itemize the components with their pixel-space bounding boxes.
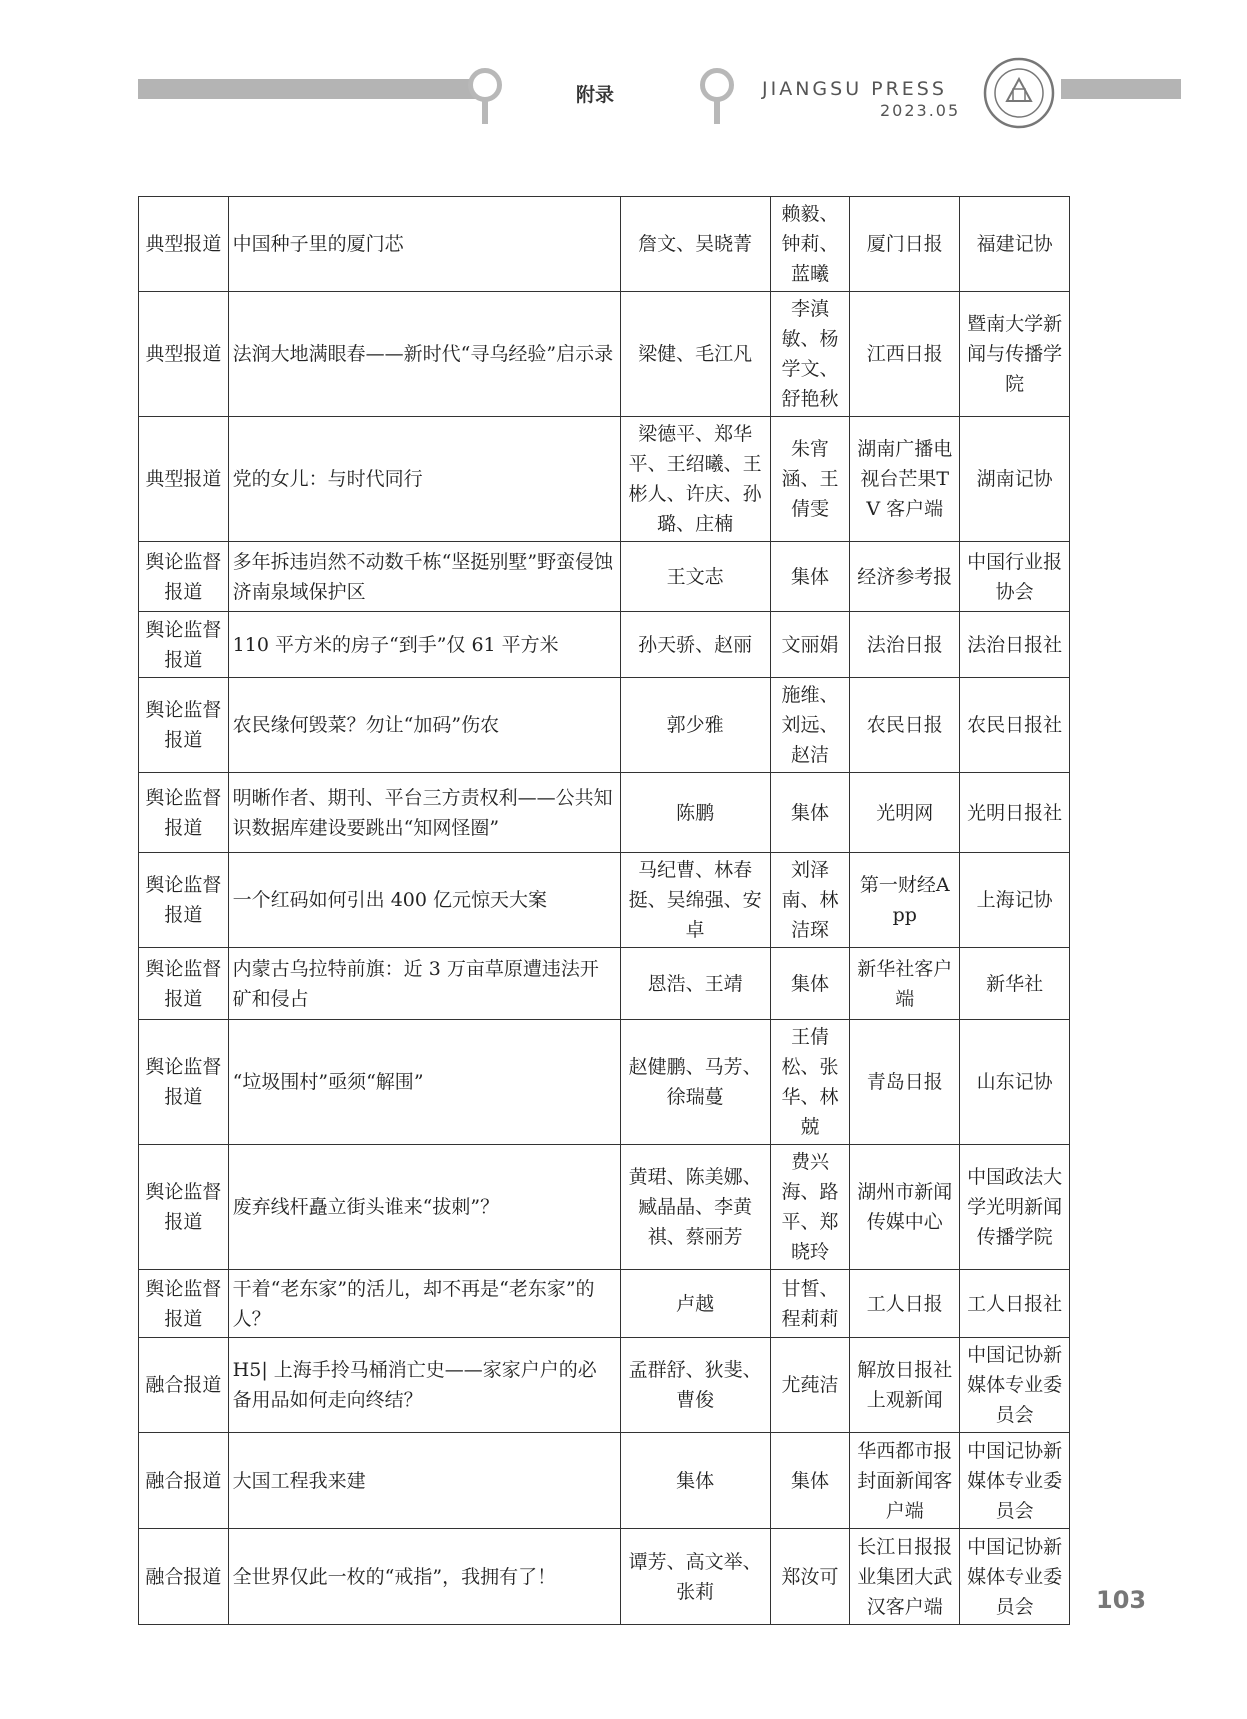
table-row [139, 1145, 1070, 1270]
table-row [139, 948, 1070, 1020]
editor-cell: 集体 [770, 1433, 850, 1529]
author-cell: 陈鹏 [620, 773, 770, 853]
title-cell: 废弃线杆矗立街头谁来“拔刺”？ [228, 1145, 620, 1270]
recommender-cell: 中国政法大学光明新闻传播学院 [960, 1145, 1070, 1270]
publisher-cell: 长江日报报业集团大武汉客户端 [850, 1529, 960, 1625]
table-row [139, 1020, 1070, 1145]
author-cell: 恩浩、王靖 [620, 948, 770, 1020]
editor-cell: 甘皙、程莉莉 [770, 1270, 850, 1338]
publisher-cell: 湖南广播电视台芒果TV 客户端 [850, 417, 960, 542]
author-cell: 黄珺、陈美娜、臧晶晶、李黄祺、蔡丽芳 [620, 1145, 770, 1270]
table-row [139, 417, 1070, 542]
publisher-cell: 法治日报 [850, 612, 960, 678]
publisher-cell: 青岛日报 [850, 1020, 960, 1145]
author-cell: 赵健鹏、马芳、徐瑞蔓 [620, 1020, 770, 1145]
editor-cell: 集体 [770, 773, 850, 853]
category-cell: 舆论监督报道 [139, 1270, 229, 1338]
table-row [139, 1529, 1070, 1625]
recommender-cell: 福建记协 [960, 197, 1070, 292]
issue-date: 2023.05 [880, 101, 961, 120]
author-cell: 梁健、毛江凡 [620, 292, 770, 417]
recommender-cell: 光明日报社 [960, 773, 1070, 853]
editor-cell: 文丽娟 [770, 612, 850, 678]
publisher-cell: 湖州市新闻传媒中心 [850, 1145, 960, 1270]
title-cell: “垃圾围村”亟须“解围” [228, 1020, 620, 1145]
title-cell: 党的女儿：与时代同行 [228, 417, 620, 542]
category-cell: 舆论监督报道 [139, 1020, 229, 1145]
awards-table [138, 196, 1070, 1625]
category-cell: 舆论监督报道 [139, 773, 229, 853]
author-cell: 卢越 [620, 1270, 770, 1338]
category-cell: 典型报道 [139, 292, 229, 417]
publisher-cell: 江西日报 [850, 292, 960, 417]
publisher-cell: 新华社客户端 [850, 948, 960, 1020]
table-row [139, 1338, 1070, 1433]
recommender-cell: 法治日报社 [960, 612, 1070, 678]
editor-cell: 李滇敏、杨学文、舒艳秋 [770, 292, 850, 417]
pin-icon [700, 68, 734, 102]
editor-cell: 赖毅、钟莉、蓝曦 [770, 197, 850, 292]
page-number: 103 [1096, 1586, 1147, 1614]
editor-cell: 集体 [770, 542, 850, 612]
title-cell: 多年拆违岿然不动数千栋“坚挺别墅”野蛮侵蚀济南泉域保护区 [228, 542, 620, 612]
recommender-cell: 农民日报社 [960, 678, 1070, 773]
section-title: 附录 [576, 84, 615, 106]
author-cell: 马纪曹、林春挺、吴绵强、安卓 [620, 853, 770, 948]
title-cell: 干着“老东家”的活儿，却不再是“老东家”的人？ [228, 1270, 620, 1338]
recommender-cell: 山东记协 [960, 1020, 1070, 1145]
category-cell: 典型报道 [139, 417, 229, 542]
title-cell: H5| 上海手拎马桶消亡史——家家户户的必备用品如何走向终结？ [228, 1338, 620, 1433]
title-cell: 明晰作者、期刊、平台三方责权利——公共知识数据库建设要跳出“知网怪圈” [228, 773, 620, 853]
category-cell: 舆论监督报道 [139, 948, 229, 1020]
title-cell: 全世界仅此一枚的“戒指”，我拥有了！ [228, 1529, 620, 1625]
category-cell: 融合报道 [139, 1529, 229, 1625]
author-cell: 谭芳、高文举、张莉 [620, 1529, 770, 1625]
title-cell: 农民缘何毁菜？勿让“加码”伤农 [228, 678, 620, 773]
recommender-cell: 上海记协 [960, 853, 1070, 948]
title-cell: 内蒙古乌拉特前旗：近 3 万亩草原遭违法开矿和侵占 [228, 948, 620, 1020]
header-bar-left [138, 79, 478, 99]
recommender-cell: 中国行业报协会 [960, 542, 1070, 612]
press-name: JIANGSU PRESS [762, 78, 947, 100]
editor-cell: 朱宵涵、王倩雯 [770, 417, 850, 542]
recommender-cell: 暨南大学新闻与传播学院 [960, 292, 1070, 417]
category-cell: 舆论监督报道 [139, 612, 229, 678]
publisher-cell: 光明网 [850, 773, 960, 853]
title-cell: 中国种子里的厦门芯 [228, 197, 620, 292]
pin-icon [468, 68, 502, 102]
table-row [139, 612, 1070, 678]
category-cell: 舆论监督报道 [139, 678, 229, 773]
publisher-cell: 解放日报社上观新闻 [850, 1338, 960, 1433]
author-cell: 孟群舒、狄斐、曹俊 [620, 1338, 770, 1433]
recommender-cell: 中国记协新媒体专业委员会 [960, 1529, 1070, 1625]
table-row [139, 1270, 1070, 1338]
author-cell: 集体 [620, 1433, 770, 1529]
category-cell: 舆论监督报道 [139, 853, 229, 948]
category-cell: 融合报道 [139, 1433, 229, 1529]
title-cell: 法润大地满眼春——新时代“寻乌经验”启示录 [228, 292, 620, 417]
table-row [139, 1433, 1070, 1529]
title-cell: 一个红码如何引出 400 亿元惊天大案 [228, 853, 620, 948]
association-seal-icon [983, 57, 1055, 129]
recommender-cell: 工人日报社 [960, 1270, 1070, 1338]
editor-cell: 费兴海、路平、郑晓玲 [770, 1145, 850, 1270]
table-row [139, 292, 1070, 417]
publisher-cell: 第一财经App [850, 853, 960, 948]
publisher-cell: 工人日报 [850, 1270, 960, 1338]
publisher-cell: 厦门日报 [850, 197, 960, 292]
title-cell: 110 平方米的房子“到手”仅 61 平方米 [228, 612, 620, 678]
author-cell: 梁德平、郑华平、王绍曦、王彬人、许庆、孙璐、庄楠 [620, 417, 770, 542]
editor-cell: 施维、刘远、赵洁 [770, 678, 850, 773]
recommender-cell: 中国记协新媒体专业委员会 [960, 1433, 1070, 1529]
awards-table-body [139, 197, 1070, 1625]
editor-cell: 王倩松、张华、林兢 [770, 1020, 850, 1145]
publisher-cell: 经济参考报 [850, 542, 960, 612]
author-cell: 郭少雅 [620, 678, 770, 773]
editor-cell: 刘泽南、林洁琛 [770, 853, 850, 948]
header-bar-right [1061, 79, 1181, 99]
category-cell: 舆论监督报道 [139, 542, 229, 612]
recommender-cell: 中国记协新媒体专业委员会 [960, 1338, 1070, 1433]
author-cell: 王文志 [620, 542, 770, 612]
recommender-cell: 湖南记协 [960, 417, 1070, 542]
table-row [139, 542, 1070, 612]
table-row [139, 773, 1070, 853]
editor-cell: 郑汝可 [770, 1529, 850, 1625]
category-cell: 典型报道 [139, 197, 229, 292]
title-cell: 大国工程我来建 [228, 1433, 620, 1529]
table-row [139, 197, 1070, 292]
editor-cell: 尤莼洁 [770, 1338, 850, 1433]
publisher-cell: 农民日报 [850, 678, 960, 773]
table-row [139, 678, 1070, 773]
author-cell: 詹文、吴晓菁 [620, 197, 770, 292]
editor-cell: 集体 [770, 948, 850, 1020]
recommender-cell: 新华社 [960, 948, 1070, 1020]
table-row [139, 853, 1070, 948]
publisher-cell: 华西都市报封面新闻客户端 [850, 1433, 960, 1529]
category-cell: 舆论监督报道 [139, 1145, 229, 1270]
author-cell: 孙天骄、赵丽 [620, 612, 770, 678]
category-cell: 融合报道 [139, 1338, 229, 1433]
